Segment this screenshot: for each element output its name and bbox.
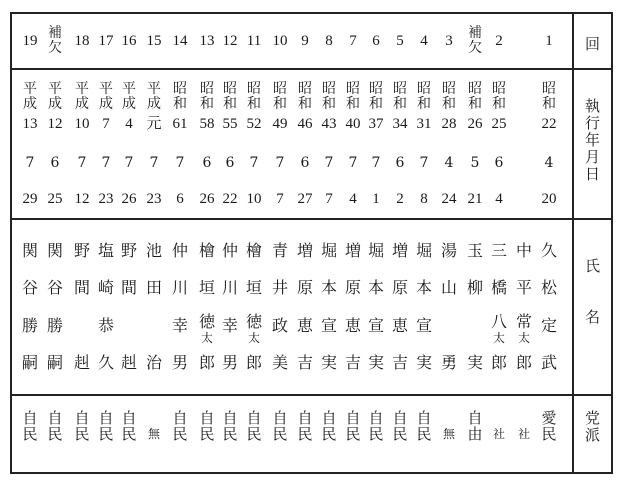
year: 4 bbox=[125, 116, 133, 132]
election-column bbox=[268, 0, 292, 480]
given-name-char-2: 郎 bbox=[515, 353, 532, 372]
month: 6 bbox=[50, 155, 60, 171]
day: 12 bbox=[74, 191, 90, 207]
day: 2 bbox=[396, 191, 404, 207]
given-name-char-2: 実 bbox=[415, 353, 432, 372]
party-affiliation: 自 民 bbox=[222, 409, 238, 443]
era-name: 昭 和 bbox=[273, 81, 287, 112]
given-name-char-2: 実 bbox=[466, 353, 483, 372]
election-column bbox=[218, 0, 242, 480]
election-column bbox=[463, 0, 487, 480]
round-number: 4 bbox=[420, 33, 428, 49]
given-name-char-2: 勇 bbox=[440, 353, 457, 372]
surname-char-2: 井 bbox=[271, 278, 288, 297]
given-name-char-mid: 太 bbox=[247, 331, 260, 345]
round-number: 8 bbox=[325, 33, 333, 49]
given-name-char-2: 武 bbox=[540, 353, 557, 372]
era-name: 昭 和 bbox=[247, 81, 261, 112]
round-number: 2 bbox=[495, 33, 503, 49]
election-column bbox=[487, 0, 511, 480]
round-number: 補 欠 bbox=[48, 25, 62, 56]
surname-char-2: 柳 bbox=[466, 278, 483, 297]
surname-char-1: 湯 bbox=[440, 241, 457, 260]
year: 12 bbox=[47, 116, 63, 132]
surname-char-1: 中 bbox=[515, 241, 532, 260]
year: 34 bbox=[392, 116, 408, 132]
month: 4 bbox=[444, 155, 454, 171]
surname-char-2: 橋 bbox=[490, 278, 507, 297]
day: 27 bbox=[297, 191, 313, 207]
surname-char-1: 久 bbox=[540, 241, 557, 260]
era-name: 昭 和 bbox=[468, 81, 482, 112]
day: 4 bbox=[495, 191, 503, 207]
month: 7 bbox=[149, 155, 159, 171]
era-name: 昭 和 bbox=[200, 81, 214, 112]
era-name: 昭 和 bbox=[223, 81, 237, 112]
surname-char-1: 増 bbox=[344, 241, 361, 260]
year: 58 bbox=[199, 116, 215, 132]
era-name: 平 成 bbox=[23, 81, 37, 112]
given-name-char-2: 嗣 bbox=[46, 353, 63, 372]
party-affiliation: 社 bbox=[517, 427, 530, 441]
given-name-char-1: 八 bbox=[490, 312, 507, 331]
surname-char-2: 本 bbox=[415, 278, 432, 297]
given-name-char-2: 郎 bbox=[245, 353, 262, 372]
month: 7 bbox=[101, 155, 111, 171]
header-column-divider bbox=[572, 12, 574, 474]
surname-char-2: 谷 bbox=[46, 278, 63, 297]
surname-char-1: 塩 bbox=[97, 241, 114, 260]
election-column bbox=[364, 0, 388, 480]
month: 7 bbox=[275, 155, 285, 171]
month: 6 bbox=[395, 155, 405, 171]
year: 46 bbox=[297, 116, 313, 132]
party-affiliation: 愛 民 bbox=[541, 409, 557, 443]
header-name: 氏 名 bbox=[584, 257, 600, 326]
surname-char-1: 三 bbox=[490, 241, 507, 260]
given-name-char-1: 恭 bbox=[97, 316, 114, 335]
surname-char-1: 青 bbox=[271, 241, 288, 260]
month: 4 bbox=[544, 155, 554, 171]
given-name-char-2: 吉 bbox=[296, 353, 313, 372]
round-number: 5 bbox=[396, 33, 404, 49]
month: 6 bbox=[494, 155, 504, 171]
round-number: 12 bbox=[222, 33, 238, 49]
election-column bbox=[168, 0, 192, 480]
party-affiliation: 自 民 bbox=[121, 409, 137, 443]
given-name-char-2: 実 bbox=[320, 353, 337, 372]
day: 1 bbox=[372, 191, 380, 207]
surname-char-2: 原 bbox=[296, 278, 313, 297]
day: 4 bbox=[349, 191, 357, 207]
given-name-char-2: 吉 bbox=[391, 353, 408, 372]
given-name-char-1: 宣 bbox=[367, 316, 384, 335]
era-name: 昭 和 bbox=[173, 81, 187, 112]
given-name-char-2: 美 bbox=[271, 353, 288, 372]
round-number: 16 bbox=[121, 33, 137, 49]
election-column bbox=[195, 0, 219, 480]
year: 26 bbox=[467, 116, 483, 132]
party-affiliation: 自 民 bbox=[199, 409, 215, 443]
surname-char-2: 間 bbox=[120, 278, 137, 297]
election-column bbox=[317, 0, 341, 480]
election-column bbox=[537, 0, 561, 480]
given-name-char-2: 久 bbox=[97, 353, 114, 372]
era-name: 平 成 bbox=[122, 81, 136, 112]
surname-char-1: 仲 bbox=[221, 241, 238, 260]
surname-char-2: 原 bbox=[391, 278, 408, 297]
party-affiliation: 社 bbox=[492, 427, 505, 441]
day: 10 bbox=[246, 191, 262, 207]
round-number: 1 bbox=[545, 33, 553, 49]
surname-char-2: 谷 bbox=[21, 278, 38, 297]
surname-char-1: 野 bbox=[120, 241, 137, 260]
given-name-char-1: 徳 bbox=[245, 312, 262, 331]
given-name-char-1: 幸 bbox=[221, 316, 238, 335]
era-name: 昭 和 bbox=[542, 81, 556, 112]
month: 6 bbox=[202, 155, 212, 171]
given-name-char-1: 恵 bbox=[344, 316, 361, 335]
round-number: 13 bbox=[199, 33, 215, 49]
election-column bbox=[43, 0, 67, 480]
surname-char-1: 増 bbox=[391, 241, 408, 260]
surname-char-2: 松 bbox=[540, 278, 557, 297]
day: 20 bbox=[541, 191, 557, 207]
given-name-char-2: 吉 bbox=[344, 353, 361, 372]
party-affiliation: 自 民 bbox=[345, 409, 361, 443]
era-name: 昭 和 bbox=[346, 81, 360, 112]
day: 26 bbox=[199, 191, 215, 207]
election-column bbox=[242, 0, 266, 480]
round-number: 17 bbox=[98, 33, 114, 49]
round-number: 9 bbox=[301, 33, 309, 49]
month: 7 bbox=[371, 155, 381, 171]
year: 28 bbox=[441, 116, 457, 132]
day: 22 bbox=[222, 191, 238, 207]
surname-char-2: 田 bbox=[145, 278, 162, 297]
surname-char-2: 平 bbox=[515, 278, 532, 297]
era-name: 昭 和 bbox=[442, 81, 456, 112]
month: 7 bbox=[324, 155, 334, 171]
given-name-char-2: 赳 bbox=[120, 353, 137, 372]
round-number: 補 欠 bbox=[468, 25, 482, 56]
day: 8 bbox=[420, 191, 428, 207]
surname-char-1: 増 bbox=[296, 241, 313, 260]
election-column bbox=[18, 0, 42, 480]
surname-char-1: 関 bbox=[46, 241, 63, 260]
year: 52 bbox=[246, 116, 262, 132]
given-name-char-1: 徳 bbox=[198, 312, 215, 331]
day: 23 bbox=[98, 191, 114, 207]
round-number: 6 bbox=[372, 33, 380, 49]
given-name-char-1: 政 bbox=[271, 316, 288, 335]
surname-char-2: 山 bbox=[440, 278, 457, 297]
party-affiliation: 自 民 bbox=[321, 409, 337, 443]
era-name: 昭 和 bbox=[393, 81, 407, 112]
given-name-char-2: 郎 bbox=[490, 353, 507, 372]
party-affiliation: 自 民 bbox=[22, 409, 38, 443]
round-number: 14 bbox=[172, 33, 188, 49]
party-affiliation: 自 民 bbox=[272, 409, 288, 443]
header-round: 回 bbox=[584, 35, 600, 53]
party-affiliation: 自 民 bbox=[172, 409, 188, 443]
given-name-char-1: 宣 bbox=[320, 316, 337, 335]
year: 40 bbox=[345, 116, 361, 132]
year: 10 bbox=[74, 116, 90, 132]
surname-char-1: 堀 bbox=[415, 241, 432, 260]
surname-char-1: 野 bbox=[73, 241, 90, 260]
year: 22 bbox=[541, 116, 557, 132]
party-affiliation: 自 民 bbox=[246, 409, 262, 443]
election-column bbox=[94, 0, 118, 480]
given-name-char-2: 郎 bbox=[198, 353, 215, 372]
month: 6 bbox=[300, 155, 310, 171]
day: 7 bbox=[325, 191, 333, 207]
election-column bbox=[388, 0, 412, 480]
election-column bbox=[293, 0, 317, 480]
year: 49 bbox=[272, 116, 288, 132]
party-affiliation: 自 民 bbox=[98, 409, 114, 443]
party-affiliation: 自 民 bbox=[47, 409, 63, 443]
round-number: 3 bbox=[445, 33, 453, 49]
given-name-char-mid: 太 bbox=[517, 331, 530, 345]
party-affiliation: 自 民 bbox=[297, 409, 313, 443]
month: 7 bbox=[25, 155, 35, 171]
surname-char-2: 本 bbox=[367, 278, 384, 297]
day: 7 bbox=[276, 191, 284, 207]
day: 29 bbox=[22, 191, 38, 207]
day: 24 bbox=[441, 191, 457, 207]
given-name-char-mid: 太 bbox=[200, 331, 213, 345]
month: 5 bbox=[470, 155, 480, 171]
month: 7 bbox=[249, 155, 259, 171]
era-name: 昭 和 bbox=[298, 81, 312, 112]
day: 23 bbox=[146, 191, 162, 207]
election-column bbox=[512, 0, 536, 480]
day: 26 bbox=[121, 191, 137, 207]
surname-char-1: 堀 bbox=[367, 241, 384, 260]
election-column bbox=[341, 0, 365, 480]
given-name-char-1: 幸 bbox=[171, 316, 188, 335]
given-name-char-1: 常 bbox=[515, 312, 532, 331]
era-name: 昭 和 bbox=[492, 81, 506, 112]
year: 7 bbox=[102, 116, 110, 132]
given-name-char-2: 実 bbox=[367, 353, 384, 372]
year: 55 bbox=[222, 116, 238, 132]
month: 6 bbox=[225, 155, 235, 171]
day: 6 bbox=[176, 191, 184, 207]
surname-char-2: 間 bbox=[73, 278, 90, 297]
party-affiliation: 自 由 bbox=[467, 409, 483, 443]
year: 37 bbox=[368, 116, 384, 132]
given-name-char-1: 恵 bbox=[391, 316, 408, 335]
surname-char-2: 垣 bbox=[198, 278, 215, 297]
year: 25 bbox=[491, 116, 507, 132]
month: 7 bbox=[124, 155, 134, 171]
surname-char-1: 玉 bbox=[466, 241, 483, 260]
round-number: 7 bbox=[349, 33, 357, 49]
election-column bbox=[437, 0, 461, 480]
surname-char-1: 関 bbox=[21, 241, 38, 260]
party-affiliation: 無 bbox=[442, 427, 455, 441]
given-name-char-mid: 太 bbox=[492, 331, 505, 345]
year: 13 bbox=[22, 116, 38, 132]
round-number: 10 bbox=[272, 33, 288, 49]
election-column bbox=[142, 0, 166, 480]
party-affiliation: 自 民 bbox=[392, 409, 408, 443]
surname-char-2: 垣 bbox=[245, 278, 262, 297]
year: 61 bbox=[172, 116, 188, 132]
surname-char-2: 本 bbox=[320, 278, 337, 297]
election-column bbox=[70, 0, 94, 480]
party-affiliation: 自 民 bbox=[368, 409, 384, 443]
era-name: 平 成 bbox=[99, 81, 113, 112]
surname-char-2: 川 bbox=[171, 278, 188, 297]
era-name: 昭 和 bbox=[322, 81, 336, 112]
header-party: 党 派 bbox=[584, 409, 600, 444]
surname-char-1: 檜 bbox=[198, 241, 215, 260]
party-affiliation: 自 民 bbox=[416, 409, 432, 443]
era-name: 平 成 bbox=[48, 81, 62, 112]
month: 7 bbox=[348, 155, 358, 171]
header-date: 執 行 年 月 日 bbox=[584, 97, 600, 183]
given-name-char-2: 男 bbox=[171, 353, 188, 372]
surname-char-2: 原 bbox=[344, 278, 361, 297]
round-number: 11 bbox=[246, 33, 262, 49]
day: 25 bbox=[47, 191, 63, 207]
round-number: 18 bbox=[74, 33, 90, 49]
era-name: 昭 和 bbox=[417, 81, 431, 112]
month: 7 bbox=[77, 155, 87, 171]
round-number: 19 bbox=[22, 33, 38, 49]
party-affiliation: 無 bbox=[147, 427, 160, 441]
given-name-char-1: 勝 bbox=[21, 316, 38, 335]
given-name-char-2: 治 bbox=[145, 353, 162, 372]
given-name-char-2: 嗣 bbox=[21, 353, 38, 372]
round-number: 15 bbox=[146, 33, 162, 49]
surname-char-1: 檜 bbox=[245, 241, 262, 260]
given-name-char-1: 恵 bbox=[296, 316, 313, 335]
year: 元 bbox=[146, 116, 162, 132]
given-name-char-1: 定 bbox=[540, 316, 557, 335]
surname-char-2: 崎 bbox=[97, 278, 114, 297]
day: 21 bbox=[467, 191, 483, 207]
year: 31 bbox=[416, 116, 432, 132]
era-name: 平 成 bbox=[147, 81, 161, 112]
surname-char-1: 仲 bbox=[171, 241, 188, 260]
surname-char-1: 堀 bbox=[320, 241, 337, 260]
year: 43 bbox=[321, 116, 337, 132]
election-column bbox=[412, 0, 436, 480]
given-name-char-1: 勝 bbox=[46, 316, 63, 335]
surname-char-2: 川 bbox=[221, 278, 238, 297]
given-name-char-2: 男 bbox=[221, 353, 238, 372]
month: 7 bbox=[175, 155, 185, 171]
given-name-char-1: 宣 bbox=[415, 316, 432, 335]
election-column bbox=[117, 0, 141, 480]
surname-char-1: 池 bbox=[145, 241, 162, 260]
month: 7 bbox=[419, 155, 429, 171]
era-name: 平 成 bbox=[75, 81, 89, 112]
party-affiliation: 自 民 bbox=[74, 409, 90, 443]
era-name: 昭 和 bbox=[369, 81, 383, 112]
given-name-char-2: 赳 bbox=[73, 353, 90, 372]
